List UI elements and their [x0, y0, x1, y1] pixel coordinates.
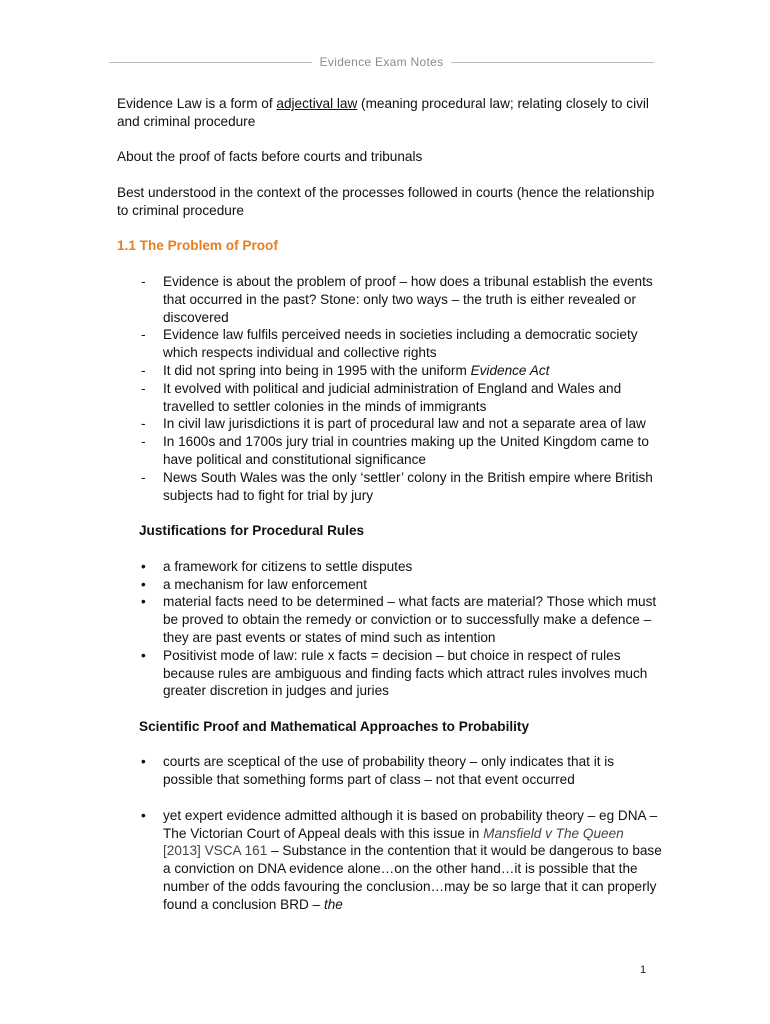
adjectival-law-term: adjectival law — [276, 96, 358, 111]
list-item-text: It evolved with political and judicial administration of England and Wales and travelled to settler colonies in the minds of immigrants — [163, 380, 622, 414]
list-item — [117, 576, 662, 594]
list-item-text: News South Wales was the only ‘settler’ colony in the British empire where British subjects had to fight for trial by jury — [163, 469, 653, 503]
trailing-italic-text: the — [323, 896, 343, 912]
list-item-text: Evidence is about the problem of proof – how does a tribunal establish the events that occurred in the past? Stone: only two ways – the truth is either revealed or discovered — [163, 273, 653, 325]
list-item-text: Evidence law fulfils perceived needs in societies including a democratic society which respects individual and collective rights — [163, 327, 638, 361]
page-number: 1 — [640, 964, 647, 976]
list-item — [117, 415, 662, 433]
list-item — [117, 433, 662, 469]
list-item — [117, 647, 662, 700]
header-title: Evidence Exam Notes — [319, 55, 444, 69]
list-item — [117, 593, 662, 646]
bullet-marker: • — [141, 558, 146, 574]
list-item-text: yet expert evidence admitted although it is based on probability theory – eg DNA – The Victorian Court of Appeal deals with this issue in — [163, 807, 658, 841]
dash-marker: - — [141, 273, 146, 289]
list-item-text: In civil law jurisdictions it is part of procedural law and not a separate area of law — [163, 416, 646, 432]
section-heading-problem-of-proof: 1.1 The Problem of Proof — [117, 238, 278, 254]
list-item — [117, 807, 662, 914]
scientific-proof-list — [117, 753, 662, 913]
case-name-mansfield: Mansfield v The Queen — [483, 825, 624, 841]
evidence-act-title: Evidence Act — [470, 362, 550, 378]
list-item-text: material facts need to be determined – what facts are material? Those which must be proved to obtain the remedy or conviction or to successfully make a defence – they are past events or states of mind such as intention — [163, 594, 657, 645]
bullet-marker: • — [141, 647, 146, 663]
list-item-text: It did not spring into being in 1995 with the uniform — [163, 362, 471, 378]
list-item-text: a mechanism for law enforcement — [163, 576, 367, 592]
list-item-text: a framework for citizens to settle disputes — [163, 558, 413, 574]
list-item — [117, 362, 662, 380]
intro-paragraph-1 — [117, 95, 662, 131]
dash-marker: - — [141, 327, 146, 343]
case-citation: [2013] VSCA 161 — [163, 843, 268, 859]
header-rule-right — [451, 62, 654, 63]
dash-marker: - — [141, 469, 146, 485]
bullet-marker: • — [141, 807, 146, 823]
list-item-text: Positivist mode of law: rule x facts = decision – but choice in respect of rules because rules are ambiguous and finding facts which attract rules involves much greater discretion in judges and juries — [163, 647, 648, 699]
page-header — [109, 55, 654, 69]
list-item — [117, 753, 662, 789]
subheading-justifications: Justifications for Procedural Rules — [139, 523, 365, 539]
list-item-text: In 1600s and 1700s jury trial in countries making up the United Kingdom came to have political and constitutional significance — [163, 434, 649, 467]
intro-paragraph-2: About the proof of facts before courts and tribunals — [117, 149, 423, 165]
header-rule-left — [109, 62, 312, 63]
subheading-scientific-proof: Scientific Proof and Mathematical Approaches to Probability — [139, 718, 530, 734]
intro-text-continued: (meaning procedural law; relating closely to civil and criminal procedure — [117, 96, 649, 129]
list-item-text-continued: – Substance in the contention that it would be dangerous to base a conviction on DNA evidence alone…on the other hand…it is possible that the number of the odds favouring the conclusion…may be so large that it can properly found a conclusion BRD – — [163, 843, 662, 912]
bullet-marker: • — [141, 754, 146, 770]
problem-of-proof-list — [117, 273, 662, 504]
list-item-text: courts are sceptical of the use of probability theory – only indicates that it is possible that something forms part of class – not that event occurred — [163, 754, 615, 788]
justifications-list — [117, 558, 662, 700]
list-item — [117, 273, 662, 326]
dash-marker: - — [141, 416, 146, 432]
list-item — [117, 558, 662, 576]
dash-marker: - — [141, 380, 146, 396]
intro-text: Evidence Law is a form of — [117, 96, 277, 111]
list-item — [117, 380, 662, 416]
document-body — [117, 95, 662, 931]
intro-paragraph-3: Best understood in the context of the processes followed in courts (hence the relationship to criminal procedure — [117, 184, 655, 218]
bullet-marker: • — [141, 594, 146, 610]
dash-marker: - — [141, 434, 146, 450]
bullet-marker: • — [141, 576, 146, 592]
dash-marker: - — [141, 362, 146, 378]
list-item — [117, 469, 662, 505]
list-item — [117, 326, 662, 362]
